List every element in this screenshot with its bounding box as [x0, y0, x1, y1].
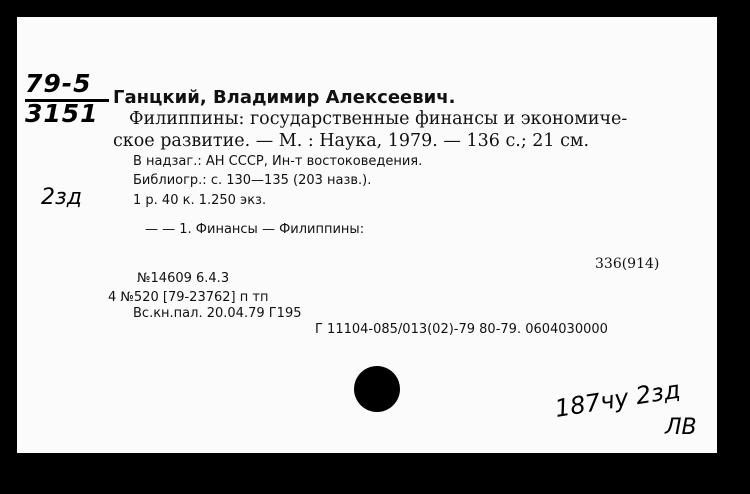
subject-heading: — — 1. Финансы — Филиппины: — [145, 222, 365, 237]
title-line-2: ское развитие. — М. : Наука, 1979. — 136 с.; 21 см. — [113, 131, 590, 151]
meta-line-3: Вс.кн.пал. 20.04.79 Г195 — [133, 306, 302, 321]
note-line-1: В надзаг.: АН СССР, Ин-т востоковедения. — [133, 154, 423, 169]
note-line-3: 1 р. 40 к. 1.250 экз. — [133, 193, 267, 208]
handwritten-signature-1: 187чу 2зд — [552, 375, 683, 423]
call-number-top: 79-5 — [25, 69, 92, 98]
note-line-2: Библиогр.: с. 130—135 (203 назв.). — [133, 173, 372, 188]
meta-line-1: №14609 6.4.3 — [137, 271, 230, 286]
catalog-card — [17, 17, 717, 453]
handwritten-signature-2: ЛВ — [665, 415, 697, 440]
punch-hole — [354, 366, 400, 412]
margin-note: 2зд — [41, 185, 82, 210]
call-number-bottom: 3151 — [25, 99, 99, 128]
title-line-1: Филиппины: государственные финансы и экономиче- — [129, 109, 628, 129]
udc-code: 336(914) — [595, 256, 660, 272]
meta-line-4: Г 11104-085/013(02)-79 80-79. 0604030000 — [315, 322, 608, 337]
meta-line-2: 4 №520 [79-23762] п тп — [108, 290, 269, 305]
author-heading: Ганцкий, Владимир Алексеевич. — [113, 87, 456, 108]
